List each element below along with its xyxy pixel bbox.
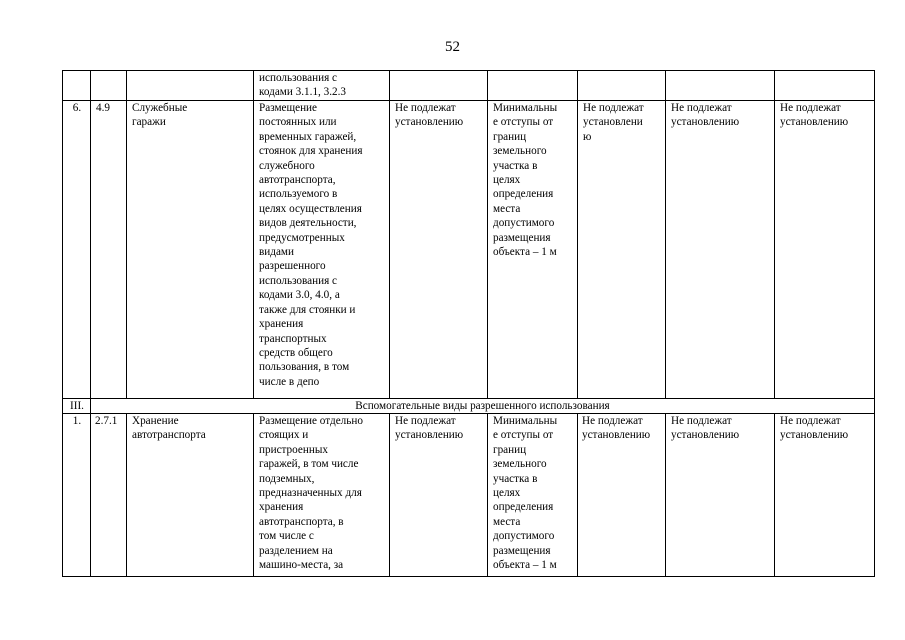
setback-cell: Минимальны е отступы от границ земельного участка в целях определения места допустимого размещения объекта – 1 м bbox=[488, 101, 578, 399]
setback-cell bbox=[488, 71, 578, 101]
param-cell bbox=[666, 71, 775, 101]
land-use-table bbox=[62, 70, 875, 577]
param-cell: Не подлежат установлени ю bbox=[578, 101, 666, 399]
code-cell: 2.7.1 bbox=[91, 414, 127, 577]
table-row bbox=[63, 71, 875, 101]
param-cell bbox=[390, 71, 488, 101]
description-cell: Размещение постоянных или временных гаражей, стоянок для хранения служебного автотранспорта, используемого в целях осуществления видов деятельности, предусмотренных видами разрешенного использования с кодами 3.0, 4.0, а также для стоянки и хранения транспортных средств общего пользования, в том числе в депо bbox=[254, 101, 390, 399]
setback-cell: Минимальны е отступы от границ земельного участка в целях определения места допустимого размещения объекта – 1 м bbox=[488, 414, 578, 577]
row-number-cell: 6. bbox=[63, 101, 91, 399]
row-number-cell: 1. bbox=[63, 414, 91, 577]
param-cell bbox=[578, 71, 666, 101]
param-cell: Не подлежат установлению bbox=[666, 414, 775, 577]
code-cell bbox=[91, 71, 127, 101]
page-number: 52 bbox=[445, 39, 460, 55]
param-cell bbox=[775, 71, 875, 101]
section-title-cell: Вспомогательные виды разрешенного использования bbox=[91, 399, 875, 414]
param-cell: Не подлежат установлению bbox=[666, 101, 775, 399]
param-cell: Не подлежат установлению bbox=[390, 101, 488, 399]
code-cell: 4.9 bbox=[91, 101, 127, 399]
param-cell: Не подлежат установлению bbox=[390, 414, 488, 577]
use-name-cell: Служебные гаражи bbox=[127, 101, 254, 399]
param-cell: Не подлежат установлению bbox=[578, 414, 666, 577]
section-header-row bbox=[63, 399, 875, 414]
param-cell: Не подлежат установлению bbox=[775, 101, 875, 399]
section-number-cell: III. bbox=[63, 399, 91, 414]
description-cell: использования с кодами 3.1.1, 3.2.3 bbox=[254, 71, 390, 101]
row-number-cell bbox=[63, 71, 91, 101]
use-name-cell: Хранение автотранспорта bbox=[127, 414, 254, 577]
table-row bbox=[63, 101, 875, 399]
param-cell: Не подлежат установлению bbox=[775, 414, 875, 577]
use-name-cell bbox=[127, 71, 254, 101]
table-row bbox=[63, 414, 875, 577]
description-cell: Размещение отдельно стоящих и пристроенных гаражей, в том числе подземных, предназначенных для хранения автотранспорта, в том числе с разделением на машино-места, за bbox=[254, 414, 390, 577]
